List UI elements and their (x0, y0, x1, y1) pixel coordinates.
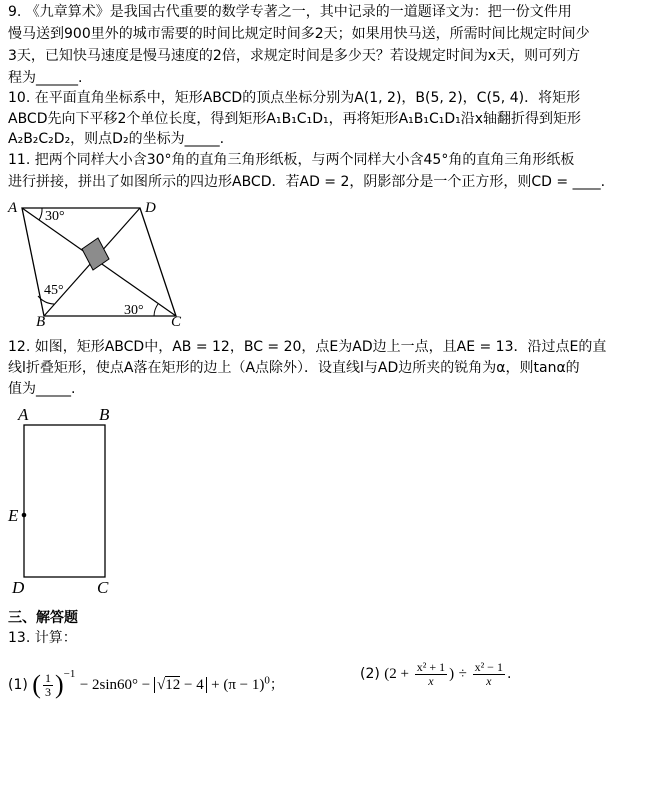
q13-title: 13. 计算： (8, 630, 77, 646)
shaded-square (82, 238, 109, 270)
q9-line-1: 9. 《九章算术》是我国古代重要的数学专著之一，其中记录的一道题译文为：把一份文件用 (8, 4, 572, 20)
q10-line-3: A₂B₂C₂D₂，则点D₂的坐标为_____. (8, 131, 225, 147)
q12-line-1: 12. 如图，矩形ABCD中，AB = 12，BC = 20，点E为AD边上一点，且AE = 13．沿过点E的直 (8, 339, 607, 355)
q11-line-2: 进行拼接，拼出了如图所示的四边形ABCD．若AD = 2，阴影部分是一个正方形，则CD = ____. (8, 174, 606, 190)
angle-b-label: 45° (44, 283, 64, 298)
label-e: E (8, 506, 19, 525)
division-sign: ÷ (458, 666, 471, 682)
frac1-numerator: x² + 1 (416, 659, 446, 674)
q12-figure (0, 403, 130, 598)
rectangle-abcd (24, 425, 105, 577)
q9-line-3: 3天，已知快马速度是慢马速度的2倍，求规定时间是多少天？若设规定时间为x天，则可列方 (8, 48, 581, 64)
frac-numerator: 1 (44, 670, 51, 685)
q12-line-3: 值为_____. (8, 381, 76, 397)
q10-line-2: ABCD先向下平移2个单位长度，得到矩形A₁B₁C₁D₁，再将矩形A₁B₁C₁D₁沿x轴翻折得到矩形 (8, 111, 582, 127)
point-e (22, 513, 27, 518)
exponent-zero: 0 (264, 674, 270, 687)
angle-c-label: 30° (124, 303, 144, 318)
term-pi: + (π − 1) (211, 677, 265, 693)
frac2-denominator: x (486, 673, 492, 688)
abs-rest: − 4 (180, 677, 204, 693)
q13-part1: (1) ( $\frac{1}{3}$ )$^{-1} - 2\sin 60^\circ - √12 - 4 + (\pi - 1)^0$； (8, 668, 284, 699)
part2-open: (2 + (384, 666, 413, 682)
exponent-neg-one: −1 (63, 668, 76, 680)
q10-line-1: 10. 在平面直角坐标系中，矩形ABCD的顶点坐标分别为A(1, 2)，B(5, 2)，C(5, 4)．将矩形 (8, 90, 581, 106)
part2-end: . (506, 666, 512, 682)
angle-a-label: 30° (45, 209, 65, 224)
q9-line-2: 慢马送到900里外的城市需要的时间比规定时间多2天；如果用快马送，所需时间比规定时间少 (8, 26, 590, 42)
radicand: 12 (165, 677, 181, 693)
label-a: A (18, 405, 29, 424)
label-c: C (171, 314, 182, 330)
section-title: 三、解答题 (8, 610, 78, 626)
frac1-denominator: x (428, 673, 434, 688)
part1-end: ； (269, 677, 284, 693)
part2-marker: (2) (360, 666, 380, 682)
term-sin: − 2sin60° − (79, 677, 154, 693)
q12-line-2: 线l折叠矩形，使点A落在矩形的边上（A点除外）．设直线l与AD边所夹的锐角为α，则tanα的 (8, 360, 580, 376)
label-b: B (99, 405, 110, 424)
q11-line-1: 11. 把两个同样大小含30°角的直角三角形纸板，与两个同样大小含45°角的直角三角形纸板 (8, 152, 575, 168)
q11-figure (0, 196, 200, 331)
label-d: D (12, 578, 25, 597)
q13-part2 (360, 654, 511, 694)
label-d: D (145, 200, 156, 216)
label-c: C (97, 578, 109, 597)
label-b: B (36, 314, 46, 330)
part1-marker: (1) (8, 677, 28, 693)
frac-denominator: 3 (44, 684, 51, 699)
part2-close: ) (449, 666, 455, 682)
label-a: A (8, 200, 18, 216)
frac2-numerator: x² − 1 (474, 659, 503, 674)
q9-line-4: 程为______. (8, 70, 83, 86)
